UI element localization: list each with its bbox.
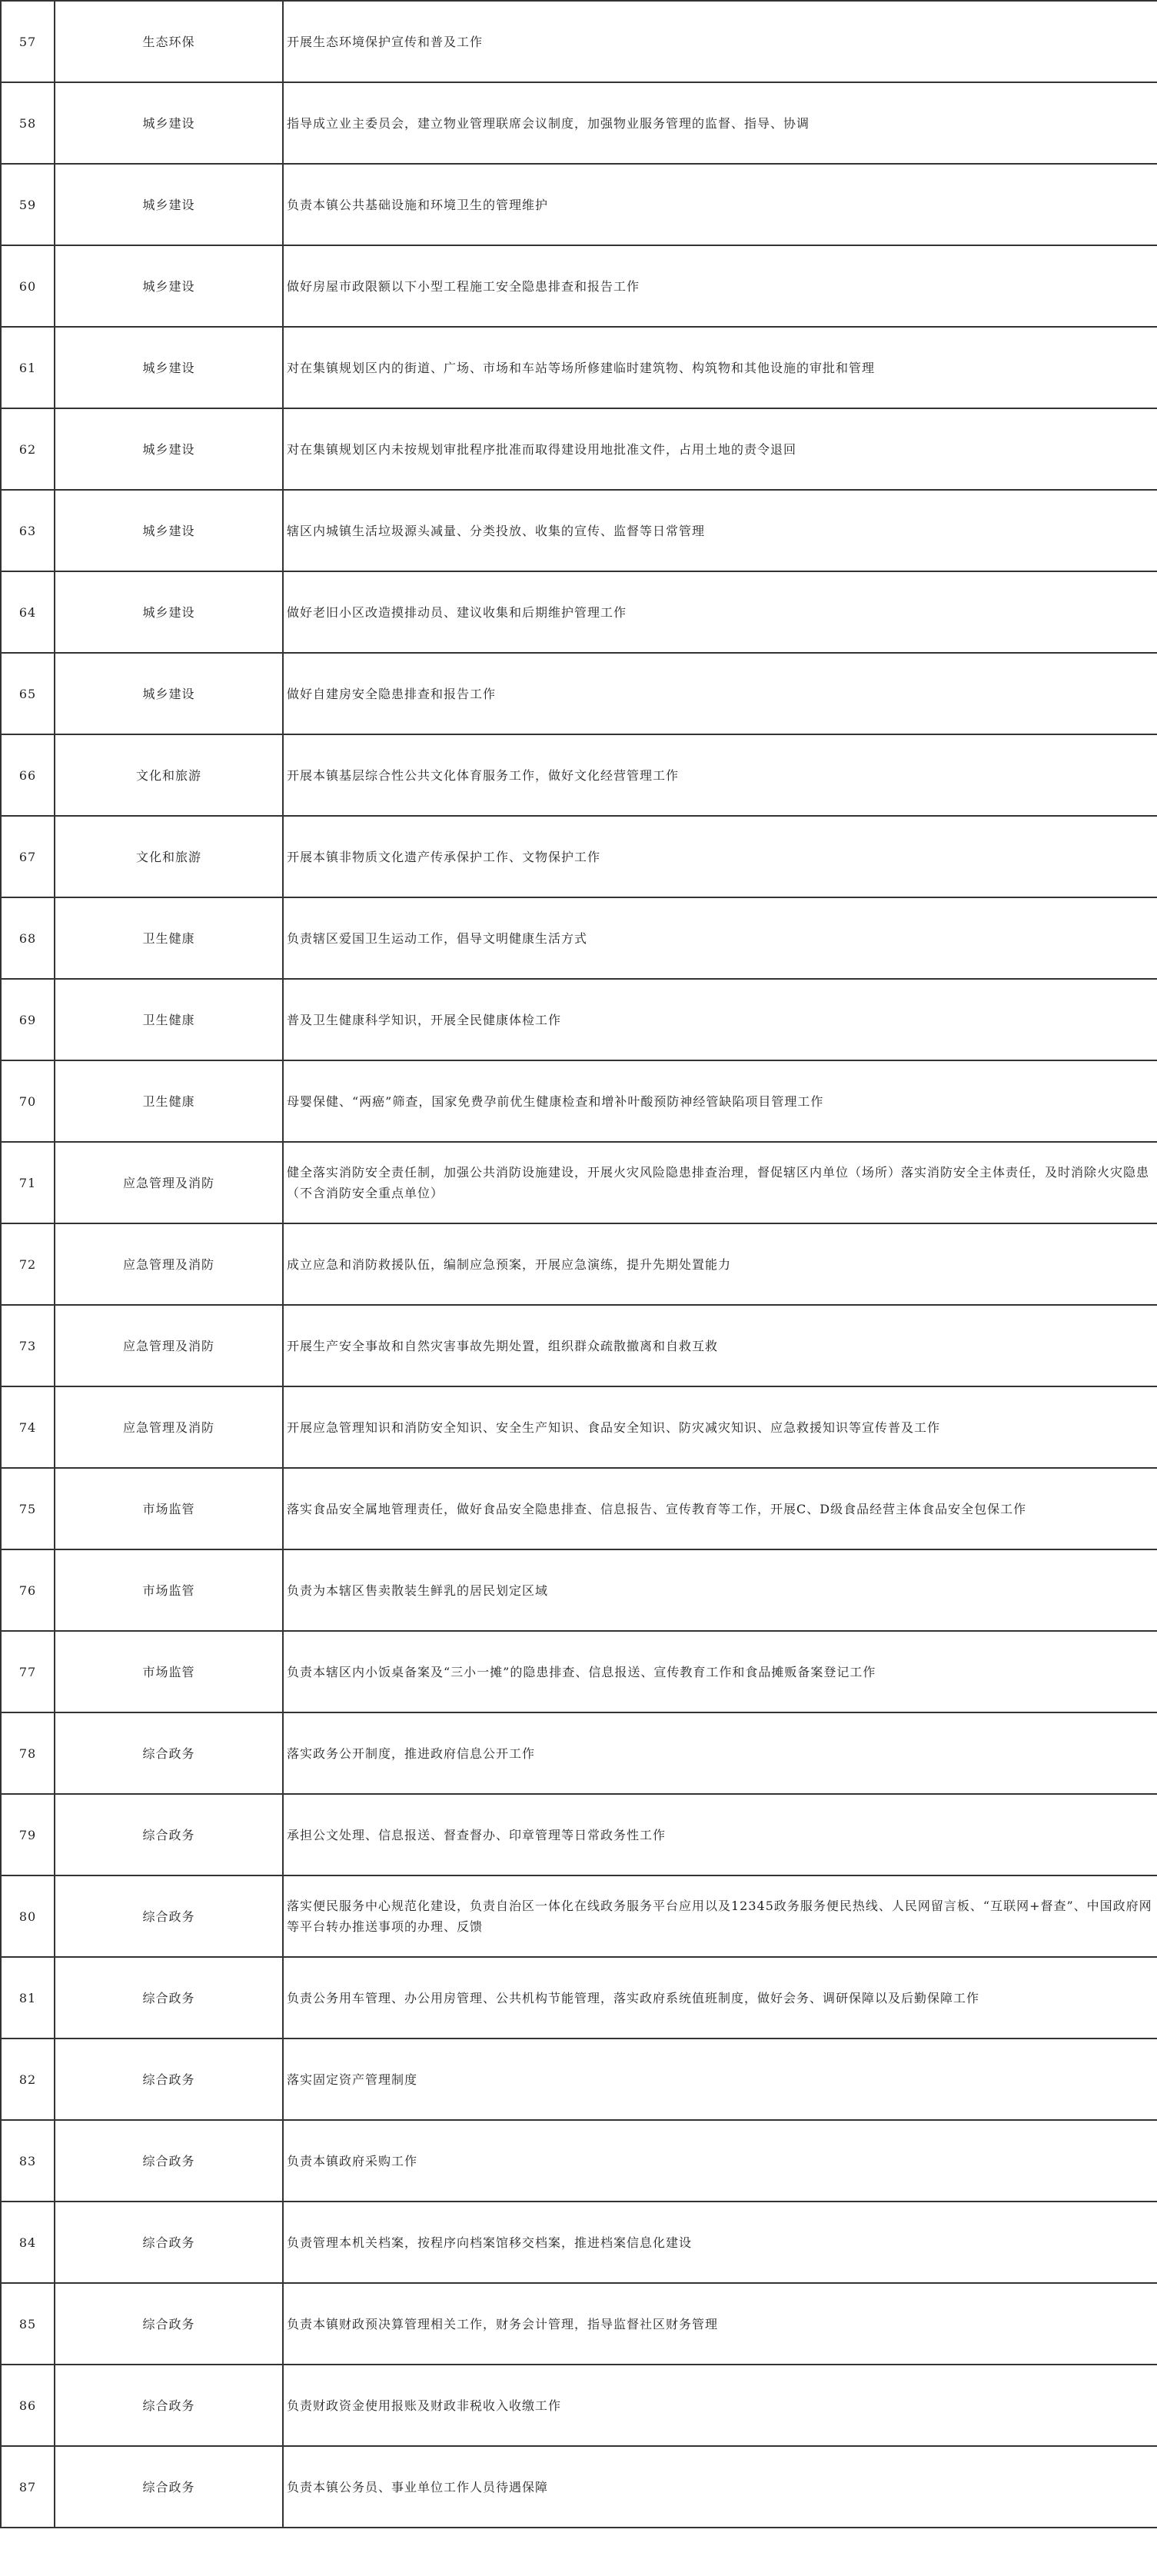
category-cell: 城乡建设 — [55, 245, 283, 327]
table-row — [1, 490, 1157, 571]
category-cell: 城乡建设 — [55, 82, 283, 164]
duty-description-cell: 负责管理本机关档案，按程序向档案馆移交档案，推进档案信息化建设 — [283, 2202, 1157, 2283]
category-cell: 综合政务 — [55, 2120, 283, 2202]
category-cell: 卫生健康 — [55, 897, 283, 979]
duty-description-cell: 负责本镇财政预决算管理相关工作，财务会计管理，指导监督社区财务管理 — [283, 2283, 1157, 2365]
table-row — [1, 1, 1157, 82]
duty-description-cell: 开展生态环境保护宣传和普及工作 — [283, 1, 1157, 82]
duty-description-cell: 落实政务公开制度，推进政府信息公开工作 — [283, 1712, 1157, 1794]
row-number-cell: 82 — [1, 2039, 55, 2120]
table-row — [1, 1712, 1157, 1794]
row-number-cell: 62 — [1, 408, 55, 490]
row-number-cell: 64 — [1, 571, 55, 653]
category-cell: 城乡建设 — [55, 408, 283, 490]
duty-description-cell: 负责辖区爱国卫生运动工作，倡导文明健康生活方式 — [283, 897, 1157, 979]
duty-description-cell: 对在集镇规划区内未按规划审批程序批准而取得建设用地批准文件，占用土地的责令退回 — [283, 408, 1157, 490]
row-number-cell: 59 — [1, 164, 55, 245]
duty-description-cell: 普及卫生健康科学知识，开展全民健康体检工作 — [283, 979, 1157, 1060]
row-number-cell: 74 — [1, 1386, 55, 1468]
table-row — [1, 897, 1157, 979]
table-row — [1, 2283, 1157, 2365]
category-cell: 城乡建设 — [55, 164, 283, 245]
row-number-cell: 75 — [1, 1468, 55, 1549]
row-number-cell: 87 — [1, 2446, 55, 2528]
table-row — [1, 1468, 1157, 1549]
row-number-cell: 69 — [1, 979, 55, 1060]
duty-description-cell: 做好老旧小区改造摸排动员、建议收集和后期维护管理工作 — [283, 571, 1157, 653]
table-body — [1, 1, 1157, 2528]
row-number-cell: 65 — [1, 653, 55, 734]
row-number-cell: 73 — [1, 1305, 55, 1386]
category-cell: 综合政务 — [55, 2446, 283, 2528]
table-row — [1, 734, 1157, 816]
category-cell: 城乡建设 — [55, 490, 283, 571]
category-cell: 综合政务 — [55, 1957, 283, 2039]
row-number-cell: 67 — [1, 816, 55, 897]
category-cell: 市场监管 — [55, 1631, 283, 1712]
category-cell: 综合政务 — [55, 2283, 283, 2365]
duty-description-cell: 做好房屋市政限额以下小型工程施工安全隐患排查和报告工作 — [283, 245, 1157, 327]
table-row — [1, 1549, 1157, 1631]
row-number-cell: 70 — [1, 1060, 55, 1142]
category-cell: 应急管理及消防 — [55, 1386, 283, 1468]
duty-description-cell: 负责本镇公共基础设施和环境卫生的管理维护 — [283, 164, 1157, 245]
table-row — [1, 571, 1157, 653]
row-number-cell: 72 — [1, 1223, 55, 1305]
table-row — [1, 2120, 1157, 2202]
category-cell: 文化和旅游 — [55, 816, 283, 897]
duty-description-cell: 负责本镇公务员、事业单位工作人员待遇保障 — [283, 2446, 1157, 2528]
row-number-cell: 84 — [1, 2202, 55, 2283]
duty-description-cell: 健全落实消防安全责任制，加强公共消防设施建设，开展火灾风险隐患排查治理，督促辖区内单位（场所）落实消防安全主体责任，及时消除火灾隐患（不含消防安全重点单位） — [283, 1142, 1157, 1223]
category-cell: 综合政务 — [55, 1712, 283, 1794]
category-cell: 市场监管 — [55, 1468, 283, 1549]
row-number-cell: 66 — [1, 734, 55, 816]
table-row — [1, 653, 1157, 734]
row-number-cell: 61 — [1, 327, 55, 408]
table-row — [1, 2446, 1157, 2528]
category-cell: 应急管理及消防 — [55, 1223, 283, 1305]
table-row — [1, 1060, 1157, 1142]
row-number-cell: 71 — [1, 1142, 55, 1223]
row-number-cell: 63 — [1, 490, 55, 571]
table-row — [1, 1386, 1157, 1468]
duty-description-cell: 辖区内城镇生活垃圾源头减量、分类投放、收集的宣传、监督等日常管理 — [283, 490, 1157, 571]
duty-description-cell: 落实固定资产管理制度 — [283, 2039, 1157, 2120]
row-number-cell: 80 — [1, 1875, 55, 1957]
category-cell: 综合政务 — [55, 1875, 283, 1957]
category-cell: 综合政务 — [55, 2365, 283, 2446]
duty-description-cell: 落实食品安全属地管理责任，做好食品安全隐患排查、信息报告、宣传教育等工作，开展C、D级食品经营主体食品安全包保工作 — [283, 1468, 1157, 1549]
row-number-cell: 60 — [1, 245, 55, 327]
row-number-cell: 77 — [1, 1631, 55, 1712]
category-cell: 城乡建设 — [55, 653, 283, 734]
duty-description-cell: 承担公文处理、信息报送、督查督办、印章管理等日常政务性工作 — [283, 1794, 1157, 1875]
table-row — [1, 2039, 1157, 2120]
duty-description-cell: 负责本辖区内小饭桌备案及“三小一摊”的隐患排查、信息报送、宣传教育工作和食品摊贩备案登记工作 — [283, 1631, 1157, 1712]
table-row — [1, 1875, 1157, 1957]
duty-description-cell: 负责本镇政府采购工作 — [283, 2120, 1157, 2202]
category-cell: 城乡建设 — [55, 327, 283, 408]
table-row — [1, 1142, 1157, 1223]
row-number-cell: 81 — [1, 1957, 55, 2039]
duty-description-cell: 成立应急和消防救援队伍，编制应急预案，开展应急演练，提升先期处置能力 — [283, 1223, 1157, 1305]
table-row — [1, 164, 1157, 245]
duty-description-cell: 母婴保健、“两癌”筛查，国家免费孕前优生健康检查和增补叶酸预防神经管缺陷项目管理工作 — [283, 1060, 1157, 1142]
duty-description-cell: 指导成立业主委员会，建立物业管理联席会议制度，加强物业服务管理的监督、指导、协调 — [283, 82, 1157, 164]
category-cell: 综合政务 — [55, 2039, 283, 2120]
category-cell: 应急管理及消防 — [55, 1142, 283, 1223]
table-row — [1, 979, 1157, 1060]
category-cell: 文化和旅游 — [55, 734, 283, 816]
row-number-cell: 79 — [1, 1794, 55, 1875]
table-row — [1, 245, 1157, 327]
table-row — [1, 1794, 1157, 1875]
duty-description-cell: 负责财政资金使用报账及财政非税收入收缴工作 — [283, 2365, 1157, 2446]
row-number-cell: 76 — [1, 1549, 55, 1631]
table-row — [1, 1305, 1157, 1386]
row-number-cell: 85 — [1, 2283, 55, 2365]
table-row — [1, 816, 1157, 897]
category-cell: 市场监管 — [55, 1549, 283, 1631]
duty-description-cell: 开展本镇基层综合性公共文化体育服务工作，做好文化经营管理工作 — [283, 734, 1157, 816]
row-number-cell: 68 — [1, 897, 55, 979]
row-number-cell: 57 — [1, 1, 55, 82]
duty-description-cell: 负责为本辖区售卖散装生鲜乳的居民划定区域 — [283, 1549, 1157, 1631]
duty-description-cell: 做好自建房安全隐患排查和报告工作 — [283, 653, 1157, 734]
table-row — [1, 1223, 1157, 1305]
category-cell: 卫生健康 — [55, 979, 283, 1060]
table-row — [1, 2202, 1157, 2283]
table-row — [1, 2365, 1157, 2446]
table-row — [1, 1631, 1157, 1712]
table-row — [1, 82, 1157, 164]
category-cell: 综合政务 — [55, 1794, 283, 1875]
duty-description-cell: 开展应急管理知识和消防安全知识、安全生产知识、食品安全知识、防灾减灾知识、应急救援知识等宣传普及工作 — [283, 1386, 1157, 1468]
row-number-cell: 78 — [1, 1712, 55, 1794]
category-cell: 生态环保 — [55, 1, 283, 82]
duty-description-cell: 落实便民服务中心规范化建设，负责自治区一体化在线政务服务平台应用以及12345政务服务便民热线、人民网留言板、“互联网+督查”、中国政府网等平台转办推送事项的办理、反馈 — [283, 1875, 1157, 1957]
table-row — [1, 408, 1157, 490]
category-cell: 综合政务 — [55, 2202, 283, 2283]
duty-description-cell: 负责公务用车管理、办公用房管理、公共机构节能管理，落实政府系统值班制度，做好会务、调研保障以及后勤保障工作 — [283, 1957, 1157, 2039]
duty-description-cell: 开展生产安全事故和自然灾害事故先期处置，组织群众疏散撤离和自救互救 — [283, 1305, 1157, 1386]
duty-description-cell: 开展本镇非物质文化遗产传承保护工作、文物保护工作 — [283, 816, 1157, 897]
category-cell: 应急管理及消防 — [55, 1305, 283, 1386]
duty-description-cell: 对在集镇规划区内的街道、广场、市场和车站等场所修建临时建筑物、构筑物和其他设施的审批和管理 — [283, 327, 1157, 408]
table-row — [1, 327, 1157, 408]
row-number-cell: 58 — [1, 82, 55, 164]
table-row — [1, 1957, 1157, 2039]
row-number-cell: 83 — [1, 2120, 55, 2202]
category-cell: 卫生健康 — [55, 1060, 283, 1142]
category-cell: 城乡建设 — [55, 571, 283, 653]
row-number-cell: 86 — [1, 2365, 55, 2446]
